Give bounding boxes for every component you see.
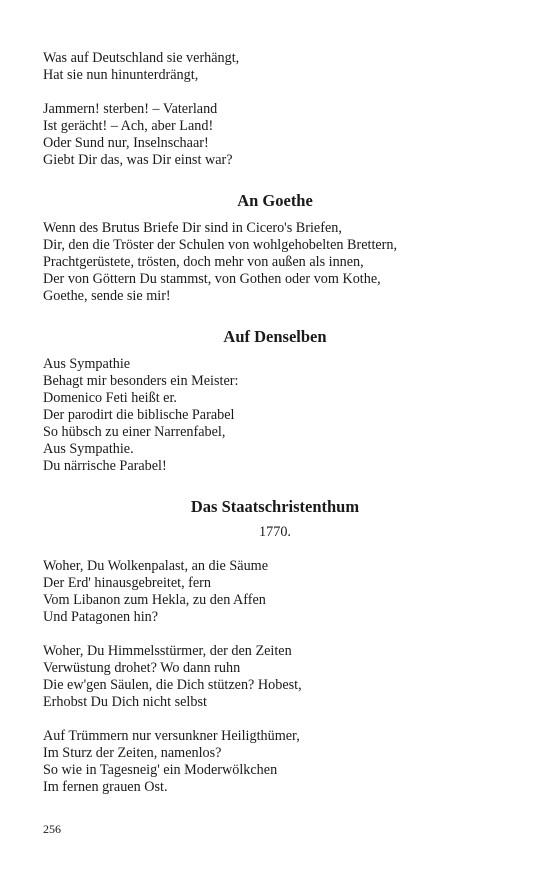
verse-line: Wenn des Brutus Briefe Dir sind in Cicero's Briefen, bbox=[43, 220, 342, 236]
verse-line: Verwüstung drohet? Wo dann ruhn bbox=[43, 660, 241, 676]
poem-date: 1770. bbox=[259, 524, 291, 540]
poem-title: Auf Denselben bbox=[223, 327, 327, 346]
verse-line: Der parodirt die biblische Parabel bbox=[43, 407, 235, 423]
verse-line: Vom Libanon zum Hekla, zu den Affen bbox=[43, 592, 266, 608]
verse-line: So wie in Tagesneig' ein Moderwölkchen bbox=[43, 762, 278, 778]
verse-line: Woher, Du Wolkenpalast, an die Säume bbox=[43, 558, 269, 574]
stanza bbox=[43, 728, 507, 796]
stanza bbox=[43, 50, 507, 84]
verse-line: Oder Sund nur, Inselnschaar! bbox=[43, 135, 209, 151]
verse-line: Prachtgerüstete, trösten, doch mehr von außen als innen, bbox=[43, 254, 364, 270]
verse-line: Hat sie nun hinunterdrängt, bbox=[43, 67, 199, 83]
verse-line: Goethe, sende sie mir! bbox=[43, 288, 171, 304]
poem-title: Das Staatschristenthum bbox=[190, 497, 360, 516]
verse-line: Dir, den die Tröster der Schulen von wohlgehobelten Brettern, bbox=[43, 237, 398, 253]
verse-line: Der Erd' hinausgebreitet, fern bbox=[43, 575, 212, 591]
stanza bbox=[43, 643, 507, 711]
page-number: 256 bbox=[43, 822, 61, 836]
page-body bbox=[43, 50, 507, 818]
verse-line: Auf Trümmern nur versunkner Heiligthümer, bbox=[43, 728, 300, 744]
stanza bbox=[43, 356, 507, 475]
verse-line: Und Patagonen hin? bbox=[43, 609, 159, 625]
poem-an-goethe bbox=[43, 191, 507, 305]
opening-fragment bbox=[43, 50, 507, 169]
verse-line: Behagt mir besonders ein Meister: bbox=[43, 373, 239, 389]
verse-line: Woher, Du Himmelsstürmer, der den Zeiten bbox=[43, 643, 292, 659]
verse-line: Du närrische Parabel! bbox=[43, 458, 167, 474]
verse-line: Ist gerächt! – Ach, aber Land! bbox=[43, 118, 214, 134]
poem-auf-denselben bbox=[43, 327, 507, 475]
poem-das-staatschristenthum bbox=[43, 497, 507, 796]
verse-line: Aus Sympathie. bbox=[43, 441, 134, 457]
verse-line: Im fernen grauen Ost. bbox=[43, 779, 168, 795]
verse-line: Aus Sympathie bbox=[43, 356, 131, 372]
verse-line: Im Sturz der Zeiten, namenlos? bbox=[43, 745, 222, 761]
verse-line: Erhobst Du Dich nicht selbst bbox=[43, 694, 207, 710]
verse-line: Giebt Dir das, was Dir einst war? bbox=[43, 152, 233, 168]
verse-line: Der von Göttern Du stammst, von Gothen oder vom Kothe, bbox=[43, 271, 381, 287]
poem-title: An Goethe bbox=[237, 191, 313, 210]
verse-line: Die ew'gen Säulen, die Dich stützen? Hobest, bbox=[43, 677, 302, 693]
verse-line: Was auf Deutschland sie verhängt, bbox=[43, 50, 240, 66]
verse-line: So hübsch zu einer Narrenfabel, bbox=[43, 424, 226, 440]
verse-line: Jammern! sterben! – Vaterland bbox=[43, 101, 218, 117]
verse-line: Domenico Feti heißt er. bbox=[43, 390, 177, 406]
stanza bbox=[43, 220, 507, 305]
stanza bbox=[43, 558, 507, 626]
stanza bbox=[43, 101, 507, 169]
